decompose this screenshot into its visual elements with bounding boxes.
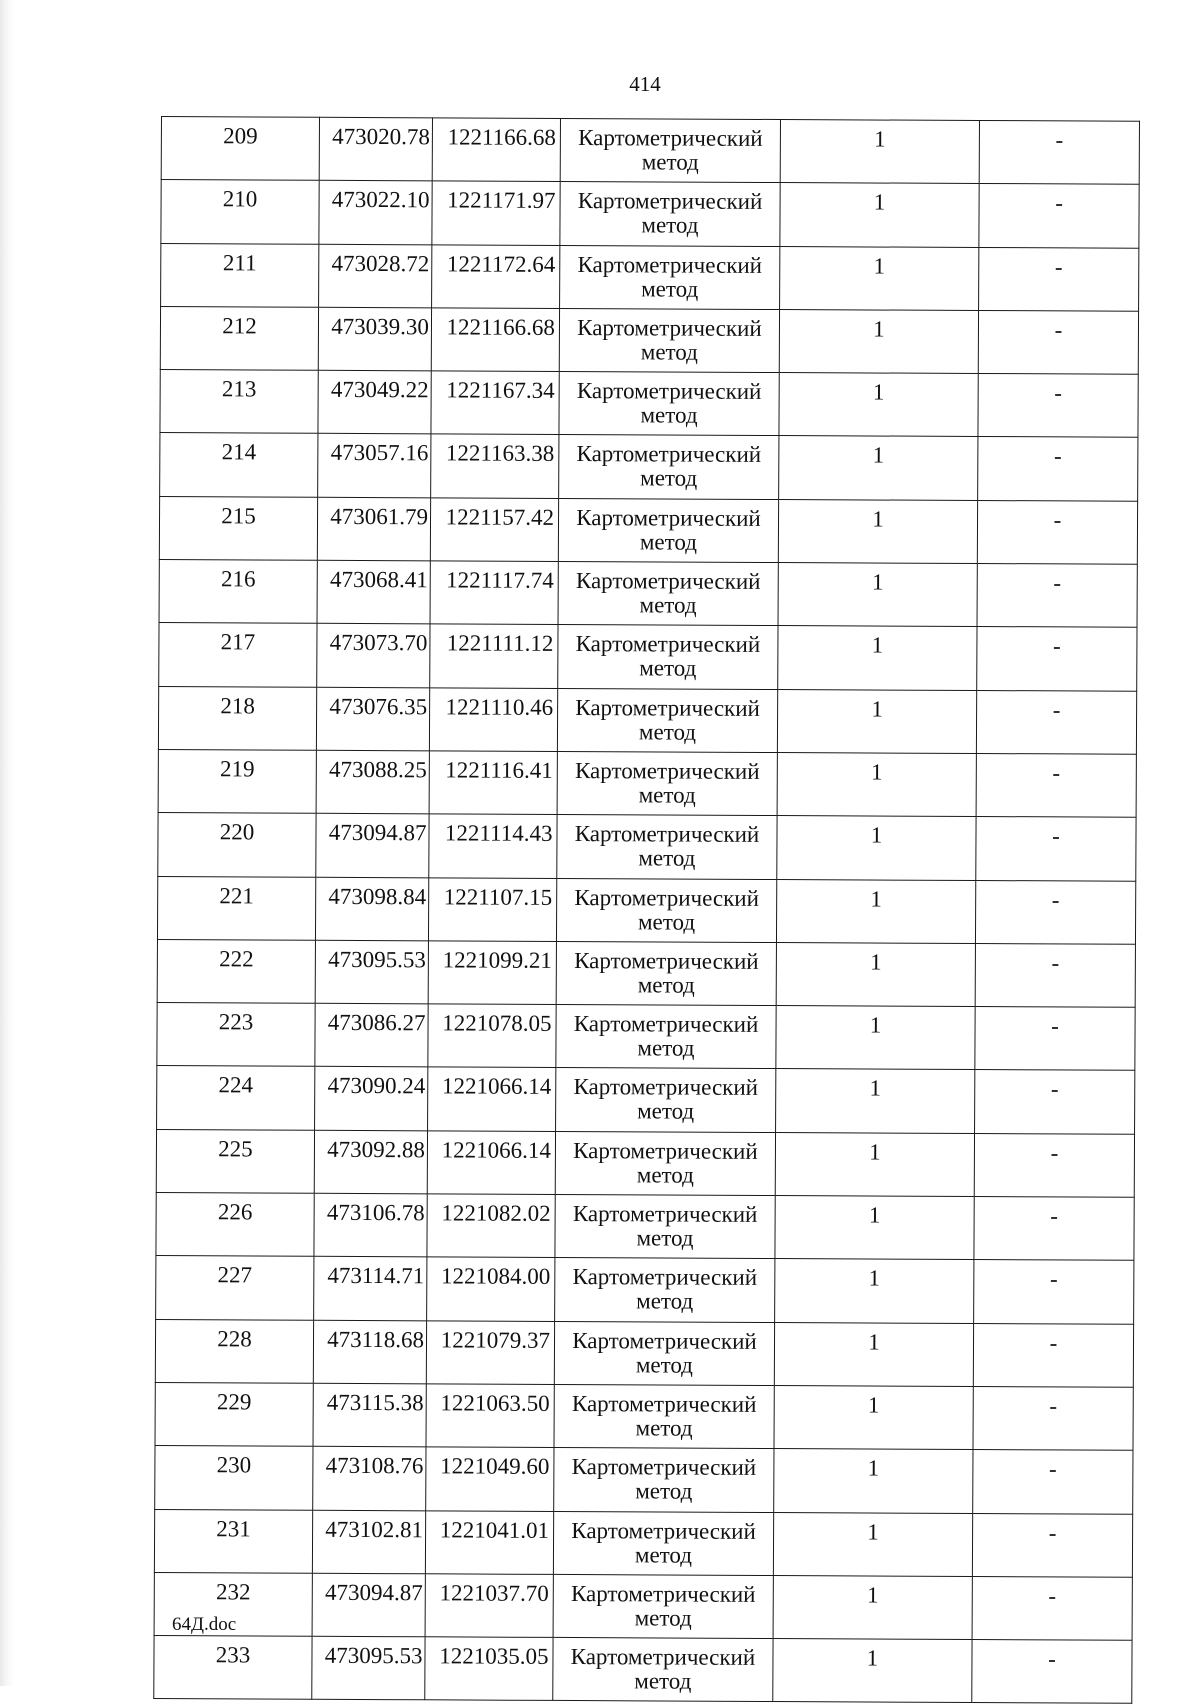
y-coordinate-cell: 1221037.70: [425, 1574, 553, 1638]
y-coordinate-cell: 1221049.60: [426, 1447, 554, 1511]
table-body: [154, 117, 1140, 1704]
note-cell: -: [979, 247, 1139, 311]
point-number-cell: 225: [156, 1129, 314, 1193]
table-row: [154, 1572, 1132, 1640]
note-cell: -: [976, 690, 1136, 754]
method-line-2: метод: [635, 1478, 693, 1504]
accuracy-cell: 1: [774, 1322, 973, 1386]
table-row: [160, 370, 1138, 438]
note-cell: -: [979, 120, 1139, 184]
method-cell: [560, 118, 780, 182]
method-cell: [557, 815, 777, 879]
note-cell: -: [972, 1513, 1132, 1577]
accuracy-cell: 1: [778, 499, 977, 563]
method-cell: [558, 562, 778, 626]
point-number-cell: 228: [155, 1319, 313, 1383]
point-number-cell: 221: [157, 876, 315, 940]
method-line-1: Картометрический: [572, 1201, 758, 1227]
method-line-2: метод: [635, 1351, 693, 1378]
point-number-cell: 231: [154, 1509, 312, 1573]
method-line-1: Картометрический: [575, 694, 760, 721]
method-line-1: Картометрический: [572, 1264, 758, 1291]
point-number-cell: 218: [158, 686, 316, 750]
method-cell: [555, 1258, 775, 1322]
coordinates-table: [153, 116, 1140, 1704]
method-cell: [553, 1574, 773, 1638]
table-row: [161, 180, 1139, 248]
x-coordinate-cell: 473102.81: [312, 1510, 425, 1574]
method-line-2: метод: [635, 1415, 693, 1441]
point-number-cell: 232: [154, 1572, 312, 1636]
point-number-cell: 210: [161, 180, 319, 244]
note-cell: -: [973, 1386, 1133, 1450]
method-cell: [557, 751, 777, 815]
method-line-2: метод: [637, 1035, 695, 1061]
y-coordinate-cell: 1221035.05: [425, 1637, 553, 1701]
method-cell: [553, 1638, 773, 1702]
accuracy-cell: 1: [777, 689, 976, 753]
method-line-1: Картометрический: [574, 821, 760, 848]
point-number-cell: 222: [157, 939, 315, 1003]
note-cell: -: [978, 374, 1138, 438]
method-line-2: метод: [636, 1162, 694, 1188]
accuracy-cell: 1: [776, 1069, 975, 1133]
method-line-2: метод: [637, 972, 695, 998]
note-cell: -: [974, 1260, 1134, 1324]
method-cell: [555, 1194, 775, 1258]
method-cell: [558, 625, 778, 689]
table-row: [156, 1193, 1134, 1261]
accuracy-cell: 1: [775, 1259, 974, 1323]
table-row: [155, 1319, 1133, 1387]
y-coordinate-cell: 1221157.42: [430, 498, 558, 562]
x-coordinate-cell: 473057.16: [318, 434, 431, 498]
method-line-2: метод: [634, 1541, 693, 1568]
y-coordinate-cell: 1221078.05: [428, 1004, 556, 1068]
method-cell: [554, 1384, 774, 1448]
x-coordinate-cell: 473086.27: [315, 1003, 428, 1067]
method-line-2: метод: [634, 1668, 692, 1694]
method-line-2: метод: [639, 529, 698, 555]
x-coordinate-cell: 473049.22: [318, 370, 431, 434]
point-number-cell: 211: [161, 243, 319, 307]
table-row: [161, 243, 1139, 311]
accuracy-cell: 1: [778, 563, 977, 627]
method-cell: [556, 1005, 776, 1069]
method-line-1: Картометрический: [570, 1644, 756, 1671]
y-coordinate-cell: 1221107.15: [428, 877, 556, 941]
point-number-cell: 226: [156, 1193, 314, 1257]
note-cell: -: [975, 1070, 1135, 1134]
table-row: [160, 433, 1138, 501]
method-line-2: метод: [641, 149, 699, 175]
method-line-1: Картометрический: [577, 188, 763, 215]
method-line-1: Картометрический: [576, 378, 762, 405]
note-cell: -: [972, 1640, 1132, 1704]
method-line-2: метод: [638, 845, 696, 871]
x-coordinate-cell: 473094.87: [316, 814, 429, 878]
x-coordinate-cell: 473076.35: [316, 687, 429, 751]
x-coordinate-cell: 473022.10: [319, 181, 432, 245]
page-number: 414: [629, 72, 661, 96]
table-row: [158, 749, 1136, 817]
x-coordinate-cell: 473028.72: [319, 244, 432, 308]
table-row: [159, 623, 1137, 691]
method-line-2: метод: [638, 719, 697, 745]
method-line-2: метод: [636, 1225, 694, 1251]
scan-edge: [0, 0, 14, 1686]
table-row: [156, 1256, 1134, 1324]
method-line-2: метод: [637, 908, 696, 935]
y-coordinate-cell: 1221066.14: [428, 1067, 556, 1131]
method-line-1: Картометрический: [574, 758, 760, 784]
table-row: [154, 1636, 1132, 1704]
table-row: [160, 306, 1138, 374]
table-row: [154, 1509, 1132, 1577]
method-line-2: метод: [640, 339, 698, 365]
method-line-1: Картометрический: [571, 1517, 756, 1544]
table-row: [157, 1003, 1135, 1071]
method-line-2: метод: [636, 1288, 694, 1314]
table-row: [158, 686, 1136, 754]
method-line-1: Картометрический: [571, 1390, 757, 1417]
note-cell: -: [977, 500, 1137, 564]
method-line-2: метод: [641, 275, 699, 302]
method-line-1: Картометрический: [571, 1454, 757, 1481]
x-coordinate-cell: 473088.25: [316, 750, 429, 814]
table-row: [157, 876, 1135, 944]
table-row: [157, 1066, 1135, 1134]
note-cell: -: [977, 627, 1137, 691]
x-coordinate-cell: 473061.79: [317, 497, 430, 561]
x-coordinate-cell: 473108.76: [313, 1446, 426, 1510]
note-cell: -: [978, 310, 1138, 374]
y-coordinate-cell: 1221117.74: [430, 561, 558, 625]
method-cell: [559, 308, 779, 372]
point-number-cell: 212: [160, 306, 318, 370]
table-row: [157, 939, 1135, 1007]
y-coordinate-cell: 1221079.37: [426, 1320, 554, 1384]
point-number-cell: 209: [161, 117, 319, 181]
point-number-cell: 230: [155, 1446, 313, 1510]
note-cell: -: [975, 943, 1135, 1007]
point-number-cell: 219: [158, 749, 316, 813]
x-coordinate-cell: 473114.71: [314, 1257, 427, 1321]
method-cell: [556, 941, 776, 1005]
method-line-1: Картометрический: [575, 631, 761, 658]
y-coordinate-cell: 1221110.46: [429, 687, 557, 751]
accuracy-cell: 1: [775, 1132, 974, 1196]
point-number-cell: 214: [160, 433, 318, 497]
note-cell: -: [976, 753, 1136, 817]
y-coordinate-cell: 1221166.68: [431, 308, 559, 372]
accuracy-cell: 1: [776, 942, 975, 1006]
method-line-2: метод: [641, 212, 699, 238]
accuracy-cell: 1: [780, 246, 979, 310]
accuracy-cell: 1: [773, 1639, 972, 1703]
point-number-cell: 217: [159, 623, 317, 687]
accuracy-cell: 1: [773, 1575, 972, 1639]
accuracy-cell: 1: [776, 1006, 975, 1070]
x-coordinate-cell: 473094.87: [312, 1573, 425, 1637]
note-cell: -: [973, 1450, 1133, 1514]
method-line-2: метод: [639, 655, 697, 681]
point-number-cell: 223: [157, 1003, 315, 1067]
table-row: [158, 813, 1136, 881]
note-cell: -: [974, 1133, 1134, 1197]
y-coordinate-cell: 1221163.38: [431, 434, 559, 498]
point-number-cell: 224: [157, 1066, 315, 1130]
x-coordinate-cell: 473068.41: [317, 560, 430, 624]
method-line-1: Картометрический: [573, 1137, 758, 1164]
method-line-1: Картометрический: [576, 504, 761, 531]
x-coordinate-cell: 473106.78: [314, 1193, 427, 1257]
method-line-1: Картометрический: [577, 251, 763, 278]
x-coordinate-cell: 473090.24: [315, 1067, 428, 1131]
accuracy-cell: 1: [777, 816, 976, 880]
method-line-1: Картометрический: [573, 1011, 759, 1038]
method-cell: [560, 182, 780, 246]
y-coordinate-cell: 1221082.02: [427, 1194, 555, 1258]
y-coordinate-cell: 1221063.50: [426, 1384, 554, 1448]
y-coordinate-cell: 1221166.68: [432, 118, 560, 182]
table-row: [159, 496, 1137, 564]
accuracy-cell: 1: [779, 309, 978, 373]
note-cell: -: [974, 1197, 1134, 1261]
accuracy-cell: 1: [779, 436, 978, 500]
accuracy-cell: 1: [776, 879, 975, 943]
method-line-1: Картометрический: [577, 314, 762, 341]
y-coordinate-cell: 1221084.00: [427, 1257, 555, 1321]
x-coordinate-cell: 473095.53: [315, 940, 428, 1004]
y-coordinate-cell: 1221171.97: [432, 181, 560, 245]
method-cell: [558, 498, 778, 562]
table-row: [155, 1382, 1133, 1450]
method-line-2: метод: [640, 465, 698, 492]
x-coordinate-cell: 473073.70: [317, 624, 430, 688]
method-line-2: метод: [637, 1098, 695, 1125]
y-coordinate-cell: 1221111.12: [430, 624, 558, 688]
accuracy-cell: 1: [774, 1449, 973, 1513]
y-coordinate-cell: 1221167.34: [431, 371, 559, 435]
point-number-cell: 229: [155, 1382, 313, 1446]
accuracy-cell: 1: [780, 183, 979, 247]
x-coordinate-cell: 473020.78: [319, 117, 432, 181]
method-line-1: Картометрический: [570, 1580, 756, 1607]
point-number-cell: 220: [158, 813, 316, 877]
note-cell: -: [972, 1576, 1132, 1640]
y-coordinate-cell: 1221066.14: [427, 1131, 555, 1195]
method-cell: [556, 878, 776, 942]
y-coordinate-cell: 1221116.41: [429, 751, 557, 815]
method-cell: [553, 1511, 773, 1575]
accuracy-cell: 1: [773, 1512, 972, 1576]
x-coordinate-cell: 473118.68: [313, 1320, 426, 1384]
note-cell: -: [977, 564, 1137, 628]
method-cell: [554, 1448, 774, 1512]
method-cell: [554, 1321, 774, 1385]
accuracy-cell: 1: [780, 120, 979, 184]
x-coordinate-cell: 473039.30: [318, 307, 431, 371]
point-number-cell: 216: [159, 560, 317, 624]
method-line-1: Картометрический: [574, 947, 759, 974]
method-cell: [559, 372, 779, 436]
method-cell: [556, 1068, 776, 1132]
point-number-cell: 215: [159, 496, 317, 560]
method-line-1: Картометрический: [576, 441, 762, 468]
accuracy-cell: 1: [777, 752, 976, 816]
x-coordinate-cell: 473092.88: [314, 1130, 427, 1194]
point-number-cell: 233: [154, 1636, 312, 1700]
method-cell: [559, 435, 779, 499]
accuracy-cell: 1: [775, 1196, 974, 1260]
note-cell: -: [976, 817, 1136, 881]
note-cell: -: [978, 437, 1138, 501]
table-row: [155, 1446, 1133, 1514]
method-line-2: метод: [638, 782, 696, 808]
x-coordinate-cell: 473115.38: [313, 1383, 426, 1447]
x-coordinate-cell: 473098.84: [315, 877, 428, 941]
note-cell: -: [979, 184, 1139, 248]
note-cell: -: [975, 1007, 1135, 1071]
method-line-1: Картометрический: [575, 568, 761, 595]
method-line-2: метод: [639, 592, 697, 618]
method-line-2: метод: [634, 1605, 692, 1631]
accuracy-cell: 1: [778, 626, 977, 690]
method-line-2: метод: [640, 402, 698, 428]
y-coordinate-cell: 1221099.21: [428, 941, 556, 1005]
accuracy-cell: 1: [774, 1385, 973, 1449]
method-line-1: Картометрический: [578, 125, 763, 151]
point-number-cell: 227: [156, 1256, 314, 1320]
point-number-cell: 213: [160, 370, 318, 434]
method-cell: [560, 245, 780, 309]
note-cell: -: [973, 1323, 1133, 1387]
table-row: [156, 1129, 1134, 1197]
y-coordinate-cell: 1221114.43: [429, 814, 557, 878]
x-coordinate-cell: 473095.53: [312, 1636, 425, 1700]
y-coordinate-cell: 1221172.64: [432, 244, 560, 308]
method-cell: [557, 688, 777, 752]
method-line-1: Картометрический: [572, 1327, 757, 1354]
method-cell: [555, 1131, 775, 1195]
footer-filename: 64Д.doc: [172, 1614, 237, 1635]
table-row: [161, 117, 1139, 185]
y-coordinate-cell: 1221041.01: [425, 1510, 553, 1574]
method-line-1: Картометрический: [574, 884, 759, 911]
note-cell: -: [975, 880, 1135, 944]
table-row: [159, 560, 1137, 628]
accuracy-cell: 1: [779, 373, 978, 437]
method-line-1: Картометрический: [573, 1074, 759, 1101]
